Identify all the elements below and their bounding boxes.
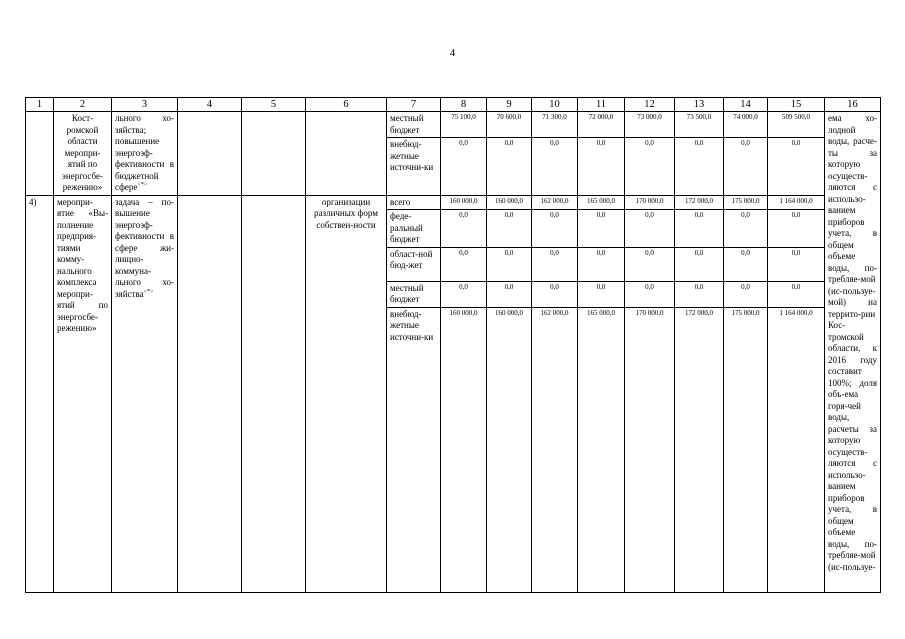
funding-source: област-ной бюд-жет [387, 247, 441, 281]
header-cell: 3 [112, 98, 178, 112]
value-cell: 71 300,0 [532, 112, 578, 138]
header-cell: 2 [54, 98, 112, 112]
value-cell: 162 000,0 [532, 195, 578, 210]
header-cell: 5 [242, 98, 306, 112]
block1-col4 [178, 112, 242, 196]
block2-executor: организации различных форм собствен-ности [306, 195, 387, 592]
value-cell: 0,0 [724, 210, 768, 248]
value-cell: 175 000,0 [724, 307, 768, 592]
value-cell: 73 000,0 [625, 112, 675, 138]
value-cell: 0,0 [675, 210, 724, 248]
page-number: 4 [449, 47, 456, 59]
header-cell: 1 [26, 98, 54, 112]
header-cell: 4 [178, 98, 242, 112]
value-cell: 160 000,0 [441, 307, 487, 592]
value-cell: 0,0 [578, 210, 625, 248]
header-cell: 14 [724, 98, 768, 112]
block2-col4 [178, 195, 242, 592]
value-cell: 1 164 000,0 [768, 307, 825, 592]
header-cell: 11 [578, 98, 625, 112]
header-cell: 16 [825, 98, 881, 112]
value-cell: 0,0 [487, 138, 532, 195]
value-cell: 1 164 000,0 [768, 195, 825, 210]
block1-col6 [306, 112, 387, 196]
funding-source: всего [387, 195, 441, 210]
funding-source: местный бюджет [387, 281, 441, 307]
value-cell: 0,0 [675, 247, 724, 281]
value-cell: 0,0 [532, 210, 578, 248]
table-row [26, 195, 881, 210]
value-cell: 0,0 [724, 247, 768, 281]
header-row [26, 98, 881, 112]
block2-task-text: задача – по-вышение энергоэф-фективности в сфере жи-лищно-коммуна-льного хо-зяйства [115, 196, 174, 299]
value-cell: 0,0 [675, 281, 724, 307]
value-cell: 175 000,0 [724, 195, 768, 210]
table-row [26, 112, 881, 138]
value-cell: 170 000,0 [625, 195, 675, 210]
block1-task-text: льного хо-зяйства; повышение энергоэф-фективности в бюджетной сфере [115, 113, 174, 192]
value-cell: 70 600,0 [487, 112, 532, 138]
value-cell: 0,0 [441, 210, 487, 248]
value-cell: 0,0 [768, 210, 825, 248]
value-cell: 0,0 [532, 281, 578, 307]
block2-col5 [242, 195, 306, 592]
block2-task [112, 195, 178, 592]
value-cell: 0,0 [487, 247, 532, 281]
value-cell: 73 500,0 [675, 112, 724, 138]
funding-source: местный бюджет [387, 112, 441, 138]
value-cell: 162 000,0 [532, 307, 578, 592]
value-cell: 0,0 [578, 138, 625, 195]
header-cell: 15 [768, 98, 825, 112]
value-cell: 0,0 [625, 247, 675, 281]
value-cell: 170 000,0 [625, 307, 675, 592]
value-cell: 160 000,0 [487, 307, 532, 592]
value-cell: 165 000,0 [578, 195, 625, 210]
value-cell: 0,0 [532, 247, 578, 281]
header-cell: 9 [487, 98, 532, 112]
funding-source: внебюд-жетные источни-ки [387, 307, 441, 592]
value-cell: 0,0 [768, 281, 825, 307]
value-cell: 160 000,0 [487, 195, 532, 210]
header-cell: 13 [675, 98, 724, 112]
value-cell: 72 000,0 [578, 112, 625, 138]
value-cell: 74 000,0 [724, 112, 768, 138]
block2-measure-name: меропри-ятие «Вы-полнение предприя-тиями комму-нального комплекса меропри-ятий по энергосбе-режению» [54, 195, 112, 592]
funding-source: внебюд-жетные источни-ки [387, 138, 441, 195]
value-cell: 165 000,0 [578, 307, 625, 592]
value-cell: 172 000,0 [675, 307, 724, 592]
header-cell: 6 [306, 98, 387, 112]
value-cell: 172 000,0 [675, 195, 724, 210]
footnote-mark: <*> [143, 288, 154, 295]
value-cell: 0,0 [768, 247, 825, 281]
block1-task [112, 112, 178, 196]
program-table [25, 97, 881, 593]
value-cell: 75 100,0 [441, 112, 487, 138]
value-cell: 0,0 [625, 138, 675, 195]
value-cell: 0,0 [441, 247, 487, 281]
header-cell: 10 [532, 98, 578, 112]
value-cell: 0,0 [675, 138, 724, 195]
header-cell: 8 [441, 98, 487, 112]
header-cell: 7 [387, 98, 441, 112]
value-cell: 0,0 [532, 138, 578, 195]
block1-measure-name: Кост-ромской области меропри-ятий по энергосбе-режению» [54, 112, 112, 196]
value-cell: 0,0 [441, 138, 487, 195]
block1-col1 [26, 112, 54, 196]
funding-source: феде-ральный бюджет [387, 210, 441, 248]
value-cell: 0,0 [578, 281, 625, 307]
block1-col5 [242, 112, 306, 196]
value-cell: 0,0 [768, 138, 825, 195]
indicator-description: ема хо-лодной воды, расче-ты за которую осуществ-ляются с использо-ванием приборов учета, в общем объеме воды, по-требляе-мой (ис-пользуе-мой) на террито-рии Кос-тромской области, к 2016 году составит 100%; доля объ-ема горя-чей воды, расчеты за которую осуществ-ляются с использо-ванием приборов учета, в общем объеме воды, по-требляе-мой (ис-пользуе- [825, 112, 881, 593]
value-cell: 509 500,0 [768, 112, 825, 138]
value-cell: 0,0 [625, 281, 675, 307]
item-number: 4) [26, 195, 54, 592]
value-cell: 0,0 [724, 138, 768, 195]
value-cell: 0,0 [487, 210, 532, 248]
value-cell: 0,0 [487, 281, 532, 307]
value-cell: 160 000,0 [441, 195, 487, 210]
value-cell: 0,0 [625, 210, 675, 248]
value-cell: 0,0 [724, 281, 768, 307]
footnote-mark: <*> [137, 182, 148, 188]
value-cell: 0,0 [441, 281, 487, 307]
value-cell: 0,0 [578, 247, 625, 281]
header-cell: 12 [625, 98, 675, 112]
